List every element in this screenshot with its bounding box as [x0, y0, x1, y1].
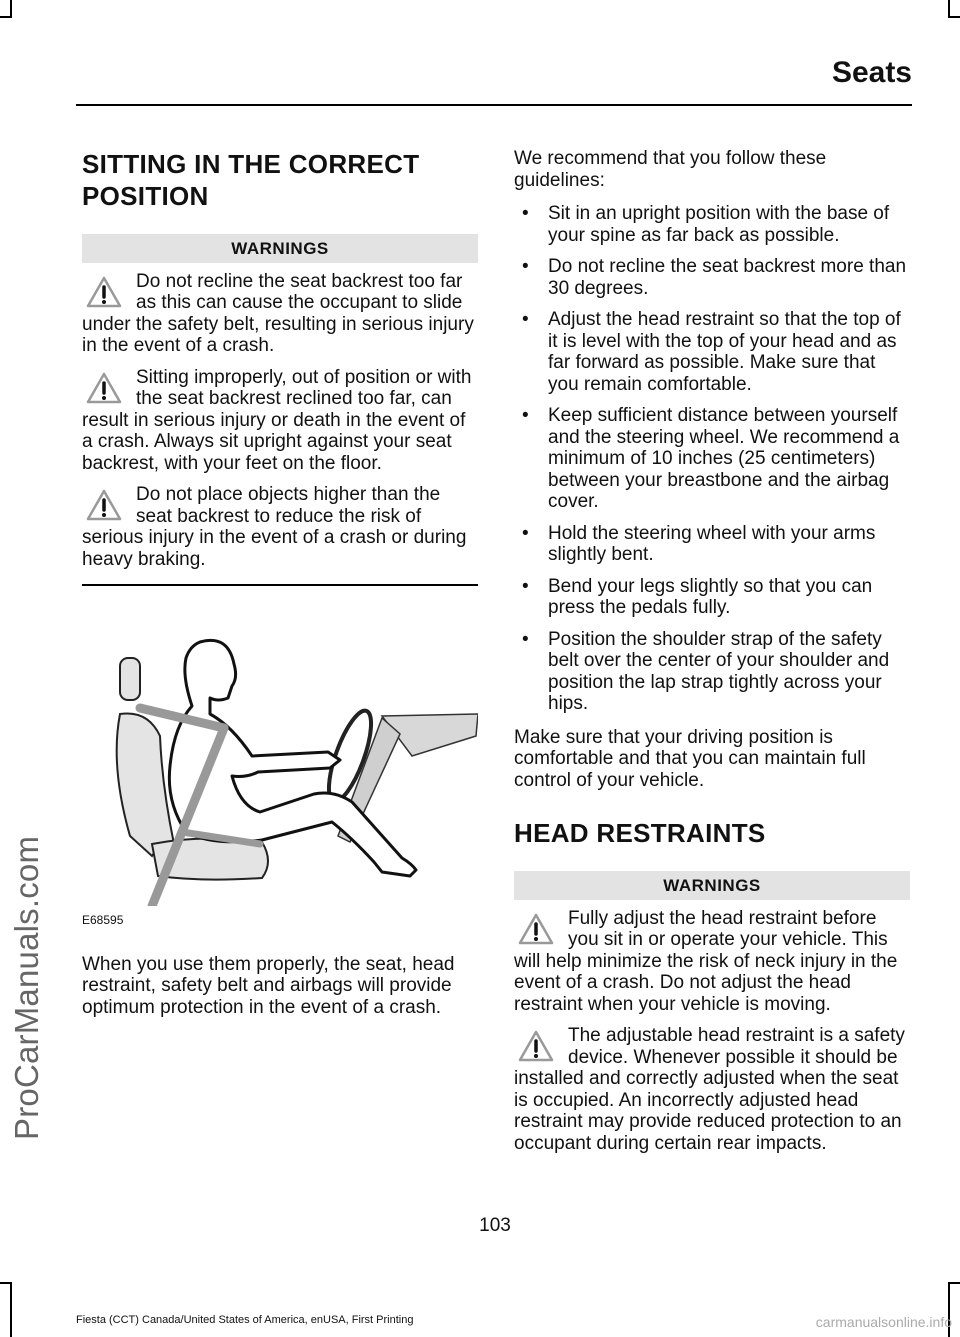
crop-mark: [10, 0, 12, 16]
warning-text: Sitting improperly, out of position or with the seat backrest reclined too far, can result in serious injury or death in the event of a crash. Always sit upright against your seat backrest, with your feet on the floor.: [82, 366, 472, 474]
list-item: • Hold the steering wheel with your arms slightly bent.: [514, 523, 910, 566]
crop-mark: [0, 1282, 12, 1284]
figure-code: E68595: [82, 913, 124, 927]
guidelines-list: [514, 203, 910, 715]
warning-text: Fully adjust the head restraint before you sit in or operate your vehicle. This will help minimize the risk of neck injury in the event of a crash. Do not adjust the head restraint when your vehicle is moving.: [514, 907, 898, 1015]
crop-mark: [10, 1282, 12, 1337]
closing-paragraph: Make sure that your driving position is comfortable and that you can maintain full control of your vehicle.: [514, 726, 866, 791]
footer-text: Fiesta (CCT) Canada/United States of America, enUSA, First Printing: [76, 1314, 414, 1326]
watermark: carmanualsonline.info: [815, 1314, 952, 1330]
warning-triangle-icon: [518, 913, 554, 945]
page-number: 103: [479, 1215, 511, 1236]
warning-text: Do not recline the seat backrest too far as this can cause the occupant to slide under the safety belt, resulting in serious injury in the event of a crash.: [82, 270, 474, 356]
list-item: • Sit in an upright position with the base of your spine as far back as possible.: [514, 203, 910, 246]
section-heading: HEAD RESTRAINTS: [514, 818, 766, 848]
warnings-label: WARNINGS: [82, 234, 478, 263]
list-item: • Position the shoulder strap of the safety belt over the center of your shoulder and position the lap strap tightly across your hips.: [514, 629, 910, 715]
body-paragraph: When you use them properly, the seat, head restraint, safety belt and airbags will provide optimum protection in the event of a crash.: [82, 953, 455, 1018]
warning-item: [82, 484, 478, 570]
warning-triangle-icon: [86, 372, 122, 404]
warning-triangle-icon: [86, 276, 122, 308]
warning-triangle-icon: [518, 1030, 554, 1062]
list-item: • Bend your legs slightly so that you can press the pedals fully.: [514, 576, 910, 619]
warnings-end-divider: [82, 584, 478, 586]
warning-text: The adjustable head restraint is a safety device. Whenever possible it should be installed and correctly adjusted when the seat is occupied. An incorrectly adjusted head restraint may provide reduced protection to an occupant during certain rear impacts.: [514, 1025, 905, 1154]
crop-mark: [948, 0, 950, 16]
driver-seating-figure: [82, 606, 478, 906]
side-watermark: ProCarManuals.com: [8, 835, 45, 1140]
warnings-label: WARNINGS: [514, 871, 910, 900]
right-column: [514, 148, 910, 1164]
left-column: [82, 148, 478, 1030]
crop-mark: [0, 16, 12, 18]
crop-mark: [948, 16, 960, 18]
header-divider: [76, 104, 912, 106]
warning-item: [514, 1025, 910, 1154]
page-title: Seats: [831, 56, 912, 89]
warning-text: Do not place objects higher than the seat backrest to reduce the risk of serious injury in the event of a crash or during heavy braking.: [82, 484, 467, 570]
guidelines-intro: We recommend that you follow these guidelines:: [514, 148, 827, 191]
list-item: • Keep sufficient distance between yourself and the steering wheel. We recommend a minimum of 10 inches (25 centimeters) between your breastbone and the airbag cover.: [514, 405, 910, 513]
warning-item: [82, 271, 478, 357]
list-item: • Do not recline the seat backrest more than 30 degrees.: [514, 256, 910, 299]
section-heading: SITTING IN THE CORRECT POSITION: [82, 149, 420, 211]
warning-triangle-icon: [86, 489, 122, 521]
crop-mark: [948, 1282, 960, 1284]
list-item: • Adjust the head restraint so that the top of it is level with the top of your head and as far forward as possible. Make sure that you remain comfortable.: [514, 309, 910, 395]
warning-item: [82, 367, 478, 475]
warning-item: [514, 908, 910, 1016]
seating-position-illustration: [82, 606, 478, 936]
